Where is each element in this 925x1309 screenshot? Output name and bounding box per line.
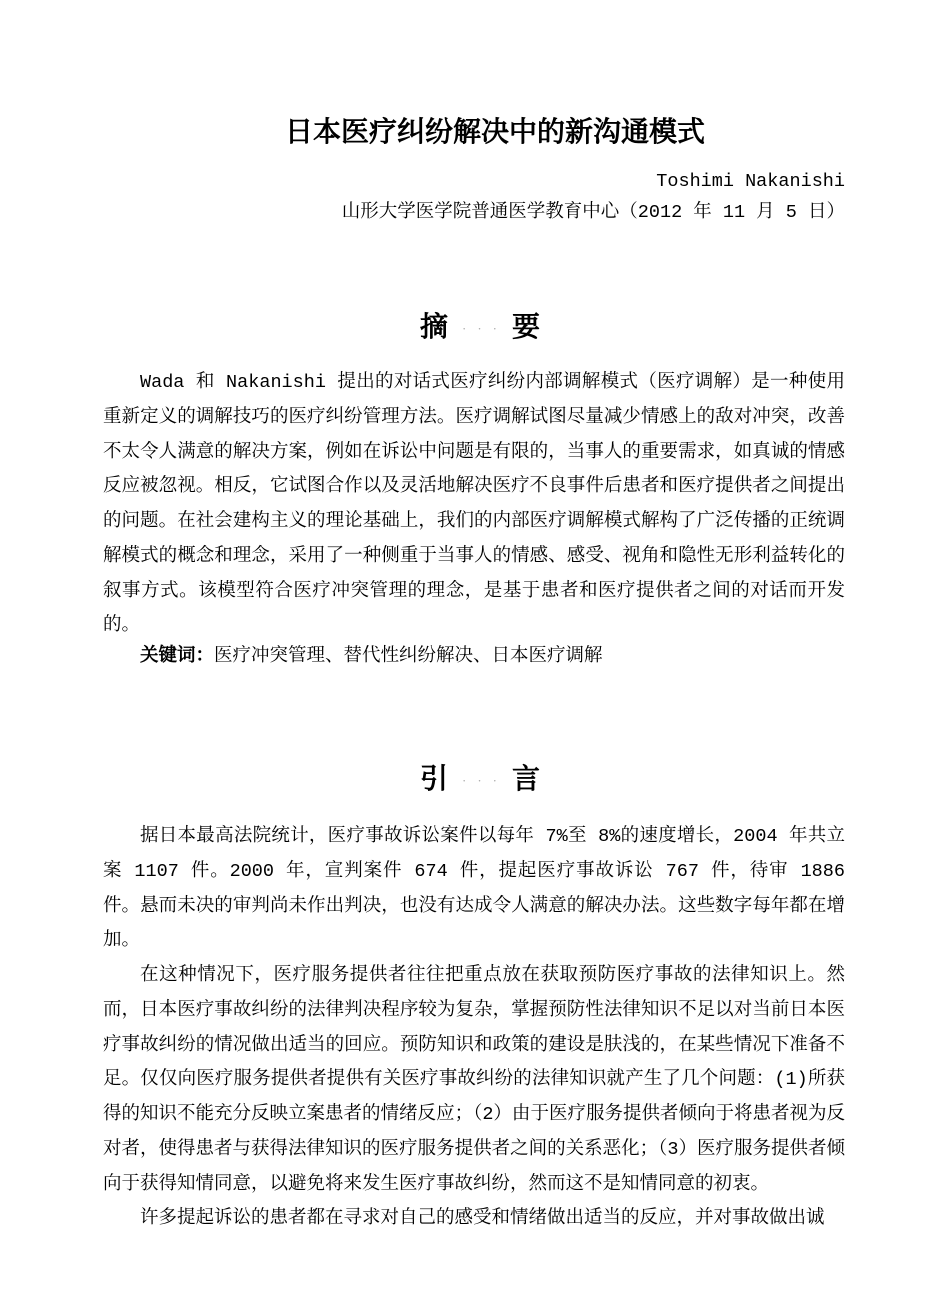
- abstract-heading-char-right: 要: [512, 312, 541, 343]
- abstract-paragraph: Wada 和 Nakanishi 提出的对话式医疗纠纷内部调解模式（医疗调解）是一种使用重新定义的调解技巧的医疗纠纷管理方法。医疗调解试图尽量减少情感上的敌对冲突，改善不太令人满意的解决方案，例如在诉讼中问题是有限的，当事人的重要需求，如真诚的情感反应被忽视。相反，它试图合作以及灵活地解决医疗不良事件后患者和医疗提供者之间提出的问题。在社会建构主义的理论基础上，我们的内部医疗调解模式解构了广泛传播的正统调解模式的概念和理念，采用了一种侧重于当事人的情感、感受、视角和隐性无形利益转化的叙事方式。该模型符合医疗冲突管理的理念，是基于患者和医疗提供者之间的对话而开发的。: [103, 372, 845, 637]
- keywords-line: [103, 643, 845, 671]
- affiliation-line: 山形大学医学院普通医学教育中心（2012 年 11 月 5 日）: [341, 202, 845, 223]
- introduction-section: [103, 820, 845, 1237]
- keywords-text: 医疗冲突管理、替代性纠纷解决、日本医疗调解: [214, 646, 603, 667]
- author-name: Toshimi Nakanishi: [656, 171, 845, 192]
- space-format-marks: ···: [462, 321, 508, 336]
- introduction-heading-char-right: 言: [512, 764, 541, 795]
- introduction-paragraph: 在这种情况下，医疗服务提供者往往把重点放在获取预防医疗事故的法律知识上。然而，日本医疗事故纠纷的法律判决程序较为复杂，掌握预防性法律知识不足以对当前日本医疗事故纠纷的情况做出适当的回应。预防知识和政策的建设是肤浅的，在某些情况下准备不足。仅仅向医疗服务提供者提供有关医疗事故纠纷的法律知识就产生了几个问题：(1)所获得的知识不能充分反映立案患者的情绪反应；（2）由于医疗服务提供者倾向于将患者视为反对者，使得患者与获得法律知识的医疗服务提供者之间的关系恶化；（3）医疗服务提供者倾向于获得知情同意，以避免将来发生医疗事故纠纷，然而这不是知情同意的初衷。: [103, 965, 845, 1195]
- introduction-heading: [103, 764, 845, 797]
- document-title: 日本医疗纠纷解决中的新沟通模式: [284, 117, 705, 148]
- introduction-paragraph: 据日本最高法院统计，医疗事故诉讼案件以每年 7%至 8%的速度增长，2004 年共立案 1107 件。2000 年，宣判案件 674 件，提起医疗事故诉讼 767 件，待审 1886 件。悬而未决的审判尚未作出判决，也没有达成令人满意的解决办法。这些数字每年都在增加。: [103, 826, 845, 952]
- introduction-paragraph: 许多提起诉讼的患者都在寻求对自己的感受和情绪做出适当的反应，并对事故做出诚: [140, 1208, 825, 1230]
- abstract-heading-char-left: 摘: [419, 312, 448, 343]
- abstract-section: [103, 366, 845, 644]
- abstract-heading: [103, 312, 845, 345]
- keywords-label: 关键词：: [140, 646, 215, 667]
- space-format-marks: ···: [462, 773, 508, 788]
- introduction-heading-char-left: 引: [419, 764, 448, 795]
